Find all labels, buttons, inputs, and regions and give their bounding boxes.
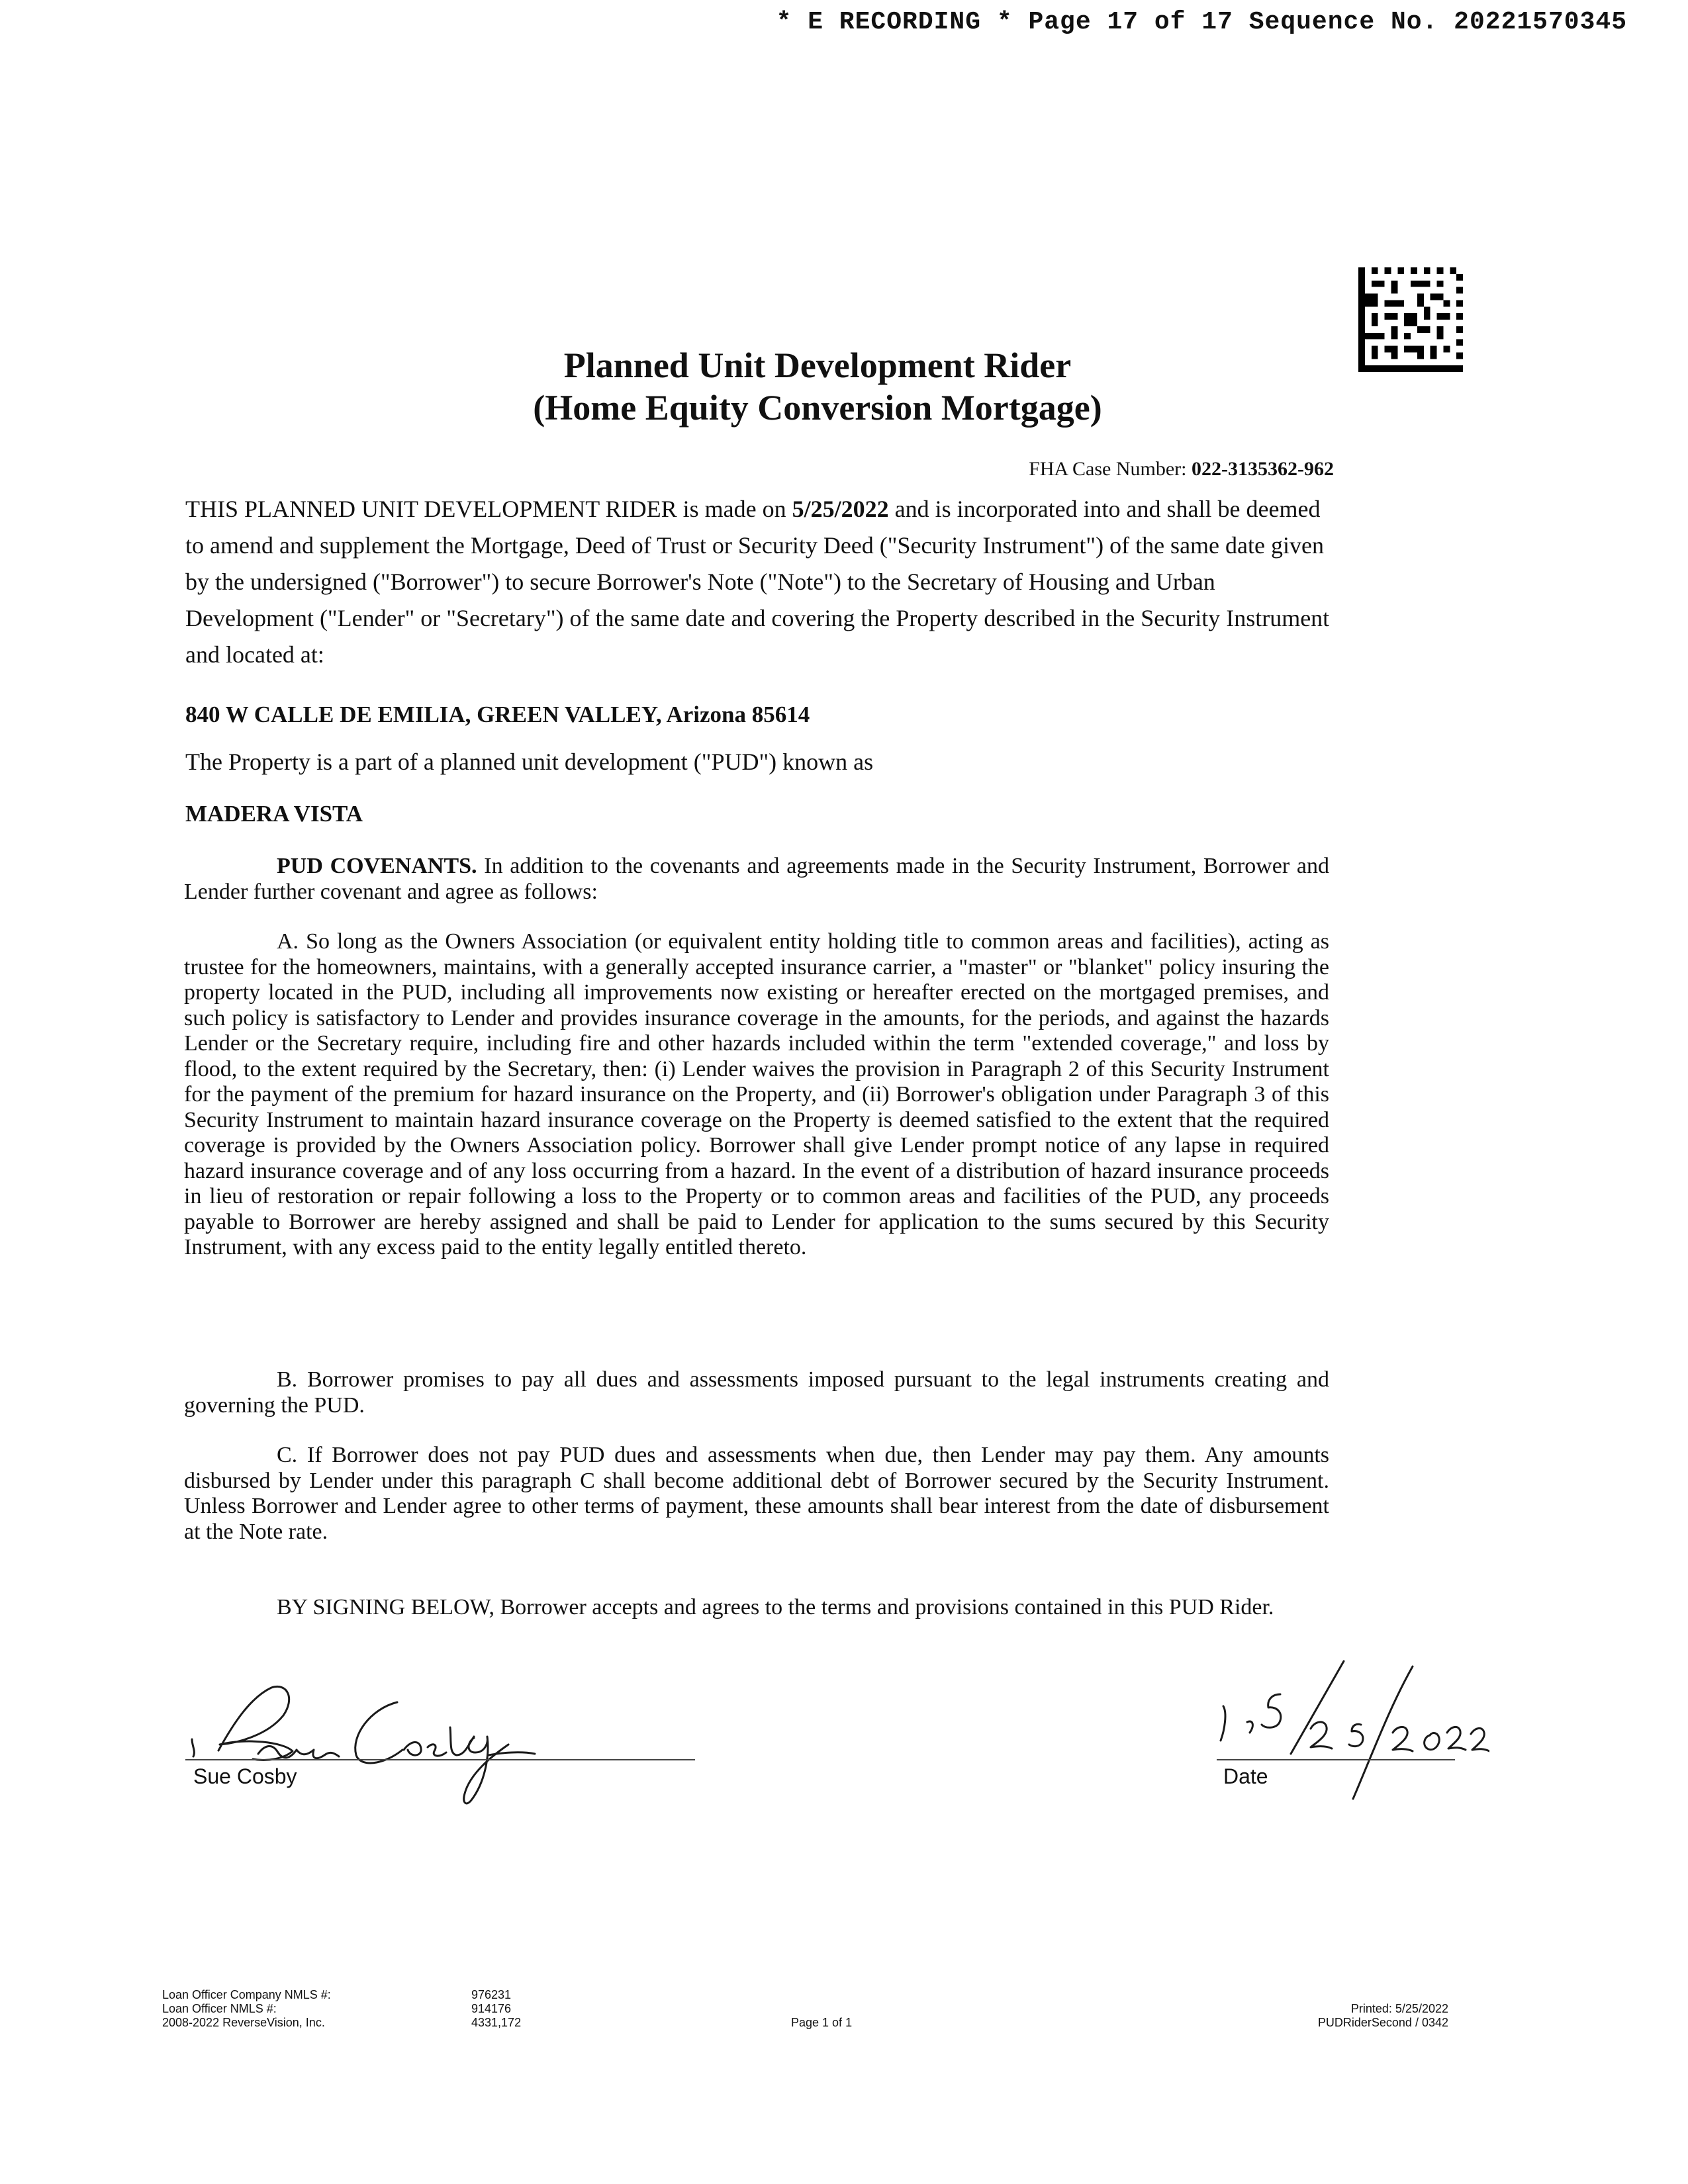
document-title bbox=[0, 344, 1635, 429]
pud-known-as: The Property is a part of a planned unit development ("PUD") known as bbox=[185, 749, 874, 775]
borrower-signature bbox=[179, 1661, 589, 1813]
footer-value-company-nmls: 976231 bbox=[471, 1988, 512, 2001]
signing-statement: BY SIGNING BELOW, Borrower accepts and agrees to the terms and provisions contained in this PUD Rider. bbox=[277, 1595, 1274, 1619]
property-address: 840 W CALLE DE EMILIA, GREEN VALLEY, Arizona 85614 bbox=[185, 702, 810, 727]
intro-date: 5/25/2022 bbox=[792, 496, 889, 522]
fha-case-label: FHA Case Number: bbox=[1029, 458, 1187, 480]
footer-values bbox=[471, 1988, 521, 2030]
pud-covenants-intro: In addition to the covenants and agreements made in the Security Instrument, Borrower and Lender further covenant and agree as follows: bbox=[184, 854, 1329, 904]
footer-form-id: PUDRiderSecond / 0342 bbox=[1317, 2016, 1448, 2029]
recording-header: * E RECORDING * Page 17 of 17 Sequence No. 20221570345 bbox=[776, 8, 1627, 36]
pud-name: MADERA VISTA bbox=[185, 801, 363, 827]
fha-case-value: 022-3135362-962 bbox=[1192, 458, 1334, 480]
footer-label-company-nmls: Loan Officer Company NMLS #: bbox=[162, 1988, 331, 2001]
title-line-2: (Home Equity Conversion Mortgage) bbox=[533, 388, 1102, 428]
footer-printed bbox=[1318, 2002, 1448, 2030]
borrower-name: Sue Cosby bbox=[193, 1764, 297, 1788]
footer-label-officer-nmls: Loan Officer NMLS #: bbox=[162, 2002, 277, 2015]
covenant-b: B. Borrower promises to pay all dues and assessments imposed pursuant to the legal instruments creating and governing the PUD. bbox=[184, 1367, 1329, 1418]
footer-page-number: Page 1 of 1 bbox=[791, 2016, 853, 2029]
pud-covenants-heading: PUD COVENANTS. bbox=[277, 854, 477, 878]
footer-printed-date: Printed: 5/25/2022 bbox=[1350, 2002, 1448, 2015]
covenant-a: A. So long as the Owners Association (or equivalent entity holding title to common areas and facilities), acting as trustee for the homeowners, maintains, with a generally accepted insurance carrier, a "master" or "blanket" policy insuring the property located in the PUD, including all improvements now existing or hereafter erected on the mortgaged premises, and such policy is satisfactory to Lender and provides insurance coverage in the amounts, for the periods, and against the hazards Lender or the Secretary require, including fire and other hazards included within the term "extended coverage," and loss by flood, to the extent required by the Secretary, then: (i) Lender waives the provision in Paragraph 2 of this Security Instrument for the payment of the premium for hazard insurance on the Property, and (ii) Borrower's obligation under Paragraph 3 of this Security Instrument to maintain hazard insurance coverage on the Property is deemed satisfied to the extent that the required coverage is provided by the Owners Association policy. Borrower shall give Lender prompt notice of any lapse in required hazard insurance coverage and of any loss occurring from a hazard. In the event of a distribution of hazard insurance proceeds in lieu of restoration or repair following a loss to the Property or to common areas and facilities of the PUD, any proceeds payable to Borrower are hereby assigned and shall be paid to Lender for application to the sums secured by this Security Instrument, with any excess paid to the entity legally entitled thereto. bbox=[184, 929, 1329, 1259]
fha-case-number bbox=[1029, 458, 1334, 480]
intro-text-start: THIS PLANNED UNIT DEVELOPMENT RIDER is made on bbox=[185, 496, 786, 522]
intro-text-end: and is incorporated into and shall be deemed to amend and supplement the Mortgage, Deed of Trust or Security Deed ("Security Instrument") of the same date given by the undersigned ("Borrower") to secure Borrower's Note ("Note") to the Secretary of Housing and Urban Development ("Lender" or "Secretary") of the same date and covering the Property described in the Security Instrument and located at: bbox=[185, 496, 1330, 668]
pud-covenants-paragraph bbox=[184, 854, 1329, 905]
footer-value-code: 4331,172 bbox=[471, 2016, 522, 2029]
title-line-1: Planned Unit Development Rider bbox=[563, 345, 1072, 385]
intro-paragraph bbox=[185, 491, 1331, 673]
footer-value-officer-nmls: 914176 bbox=[471, 2002, 512, 2015]
footer-label-copyright: 2008-2022 ReverseVision, Inc. bbox=[162, 2016, 325, 2029]
borrower-signature-line bbox=[185, 1759, 695, 1760]
footer-labels bbox=[162, 1988, 331, 2030]
covenant-c: C. If Borrower does not pay PUD dues and assessments when due, then Lender may pay them. Any amounts disbursed by Lender under this paragraph C shall become additional debt of Borrower secured by the Security Instrument. Unless Borrower and Lender agree to other terms of payment, these amounts shall bear interest from the date of disbursement at the Note rate. bbox=[184, 1443, 1329, 1544]
date-signature-line bbox=[1217, 1759, 1455, 1760]
date-label: Date bbox=[1223, 1764, 1268, 1788]
